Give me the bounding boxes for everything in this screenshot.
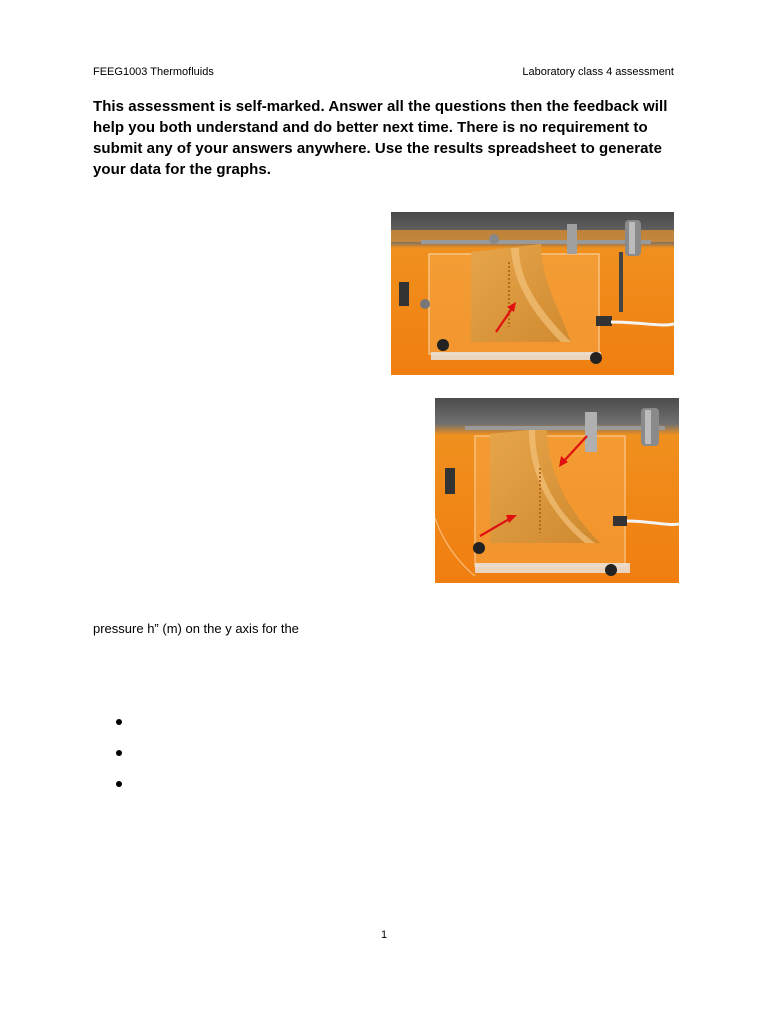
bullet-icon: [116, 750, 122, 756]
intro-paragraph: This assessment is self-marked. Answer all the questions then the feedback will help you both understand and do better next time. There is no requirement to submit any of your answers anywhere. Use the results spreadsheet to generate your data for the graphs.: [93, 98, 668, 178]
bullet-icon: [116, 719, 122, 725]
bullet-icon: [116, 781, 122, 787]
header-course-title: FEEG1003 Thermofluids: [93, 66, 214, 78]
header-assessment-title: Laboratory class 4 assessment: [522, 66, 674, 78]
question-fragment: pressure h” (m) on the y axis for the: [93, 621, 299, 636]
apparatus-photo-1: [391, 212, 674, 375]
apparatus-photo-2: [435, 398, 679, 583]
page-number: 1: [380, 929, 388, 941]
